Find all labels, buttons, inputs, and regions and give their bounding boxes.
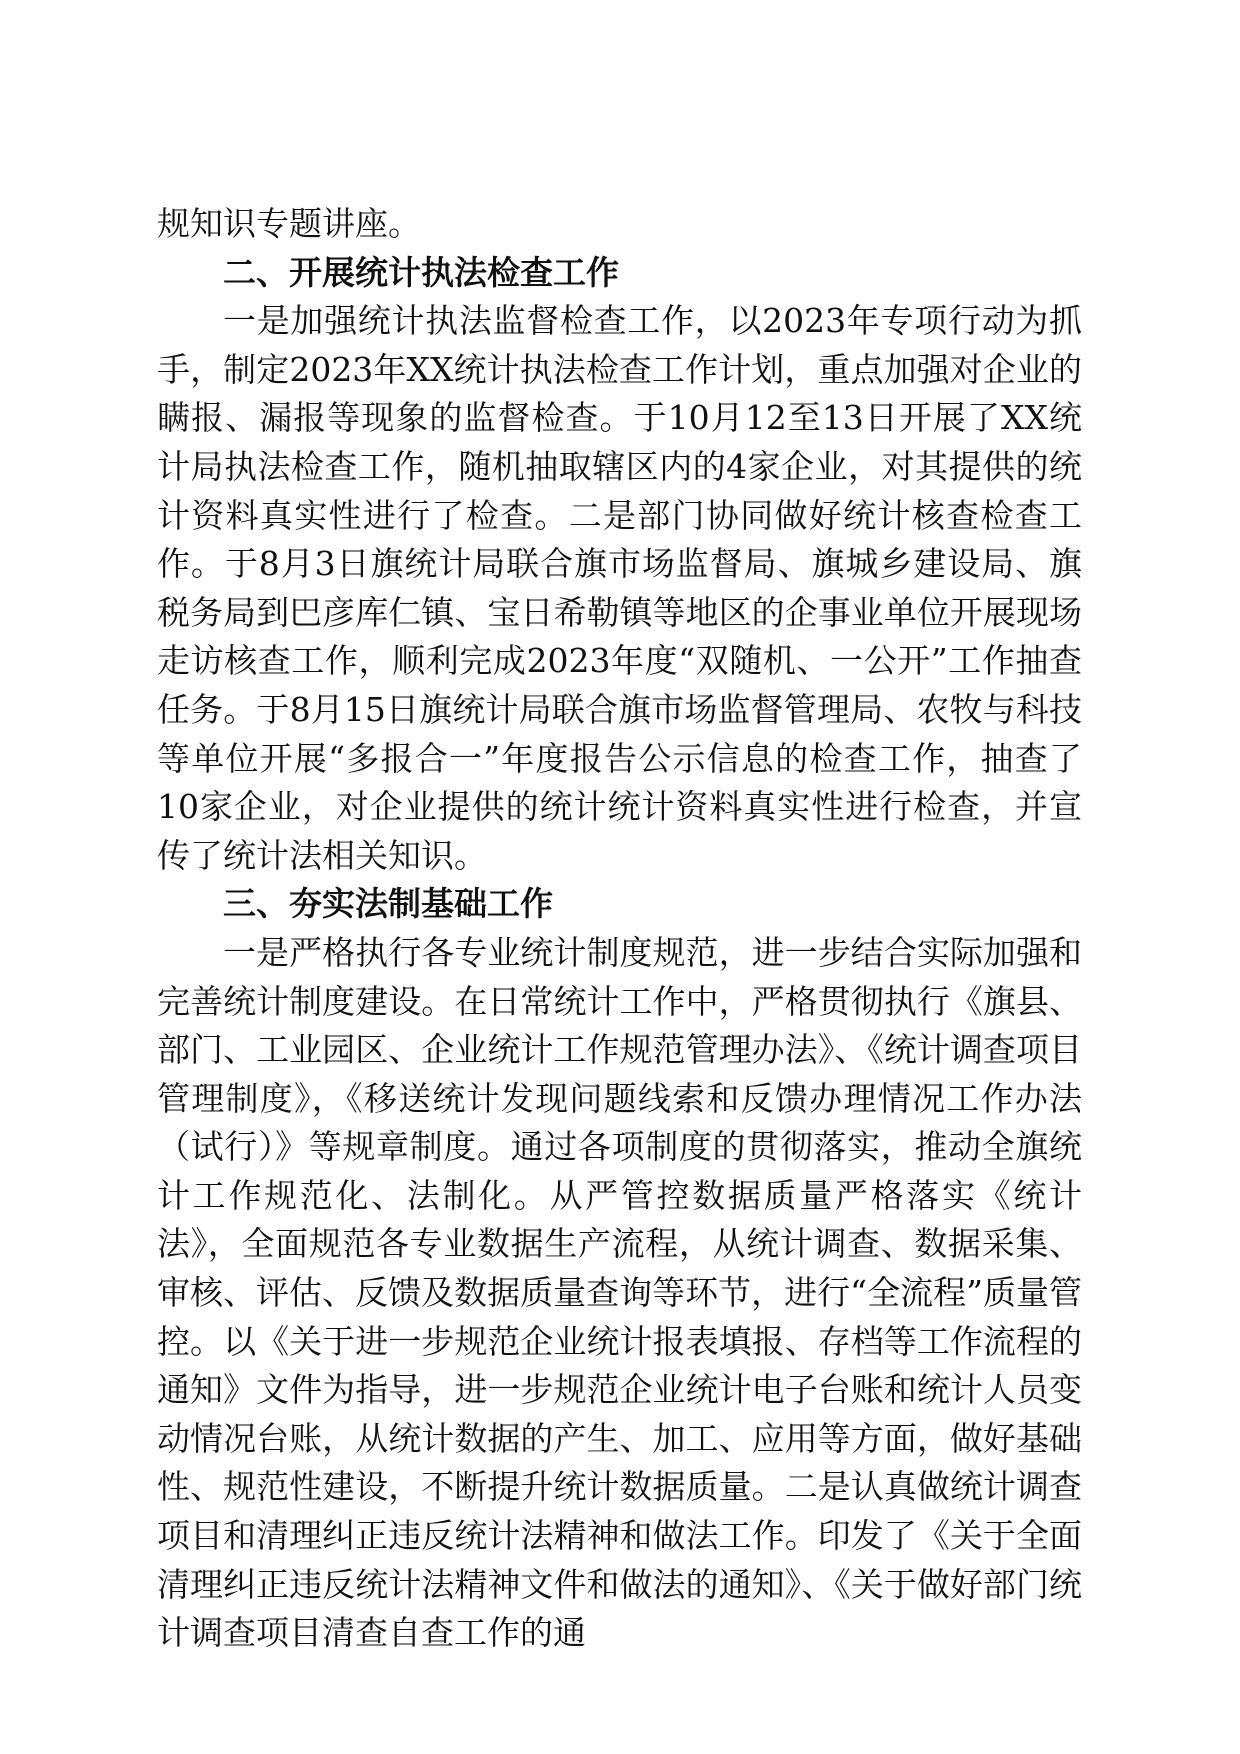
section-heading-3: 三、夯实法制基础工作 — [223, 884, 553, 924]
section-heading-2: 二、开展统计执法检查工作 — [223, 252, 619, 292]
paragraph-continuation: 规知识专题讲座。 — [157, 204, 421, 243]
section-3-body-paragraph: 一是严格执行各专业统计制度规范，进一步结合实际加强和完善统计制度建设。在日常统计工作中，严格贯彻执行《旗县、部门、工业园区、企业统计工作规范管理办法》、《统计调查项目管理制度》，《移送统计发现问题线索和反馈办理情况工作办法（试行）》等规章制度。通过各项制度的贯彻落实，推动全旗统计工作规范化、法制化。从严管控数据质量严格落实《统计法》，全面规范各专业数据生产流程，从统计调查、数据采集、审核、评估、反馈及数据质量查询等环节，进行“全流程”质量管控。以《关于进一步规范企业统计报表填报、存档等工作流程的通知》文件为指导，进一步规范企业统计电子台账和统计人员变动情况台账，从统计数据的产生、加工、应用等方面，做好基础性、规范性建设，不断提升统计数据质量。二是认真做统计调查项目和清理纠正违反统计法精神和做法工作。印发了《关于全面清理纠正违反统计法精神文件和做法的通知》、《关于做好部门统计调查项目清查自查工作的通 — [157, 932, 1082, 1653]
document-page — [157, 200, 1082, 1658]
section-2-body-paragraph: 一是加强统计执法监督检查工作，以2023年专项行动为抓手，制定2023年XX统计执法检查工作计划，重点加强对企业的瞒报、漏报等现象的监督检查。于10月12至13日开展了XX统计局执法检查工作，随机抽取辖区内的4家企业，对其提供的统计资料真实性进行了检查。二是部门协同做好统计核查检查工作。于8月3日旗统计局联合旗市场监督局、旗城乡建设局、旗税务局到巴彦库仁镇、宝日希勒镇等地区的企事业单位开展现场走访核查工作，顺利完成2023年度“双随机、一公开”工作抽查任务。于8月15日旗统计局联合旗市场监督管理局、农牧与科技等单位开展“多报合一”年度报告公示信息的检查工作，抽查了10家企业，对企业提供的统计统计资料真实性进行检查，并宣传了统计法相关知识。 — [157, 301, 1082, 875]
